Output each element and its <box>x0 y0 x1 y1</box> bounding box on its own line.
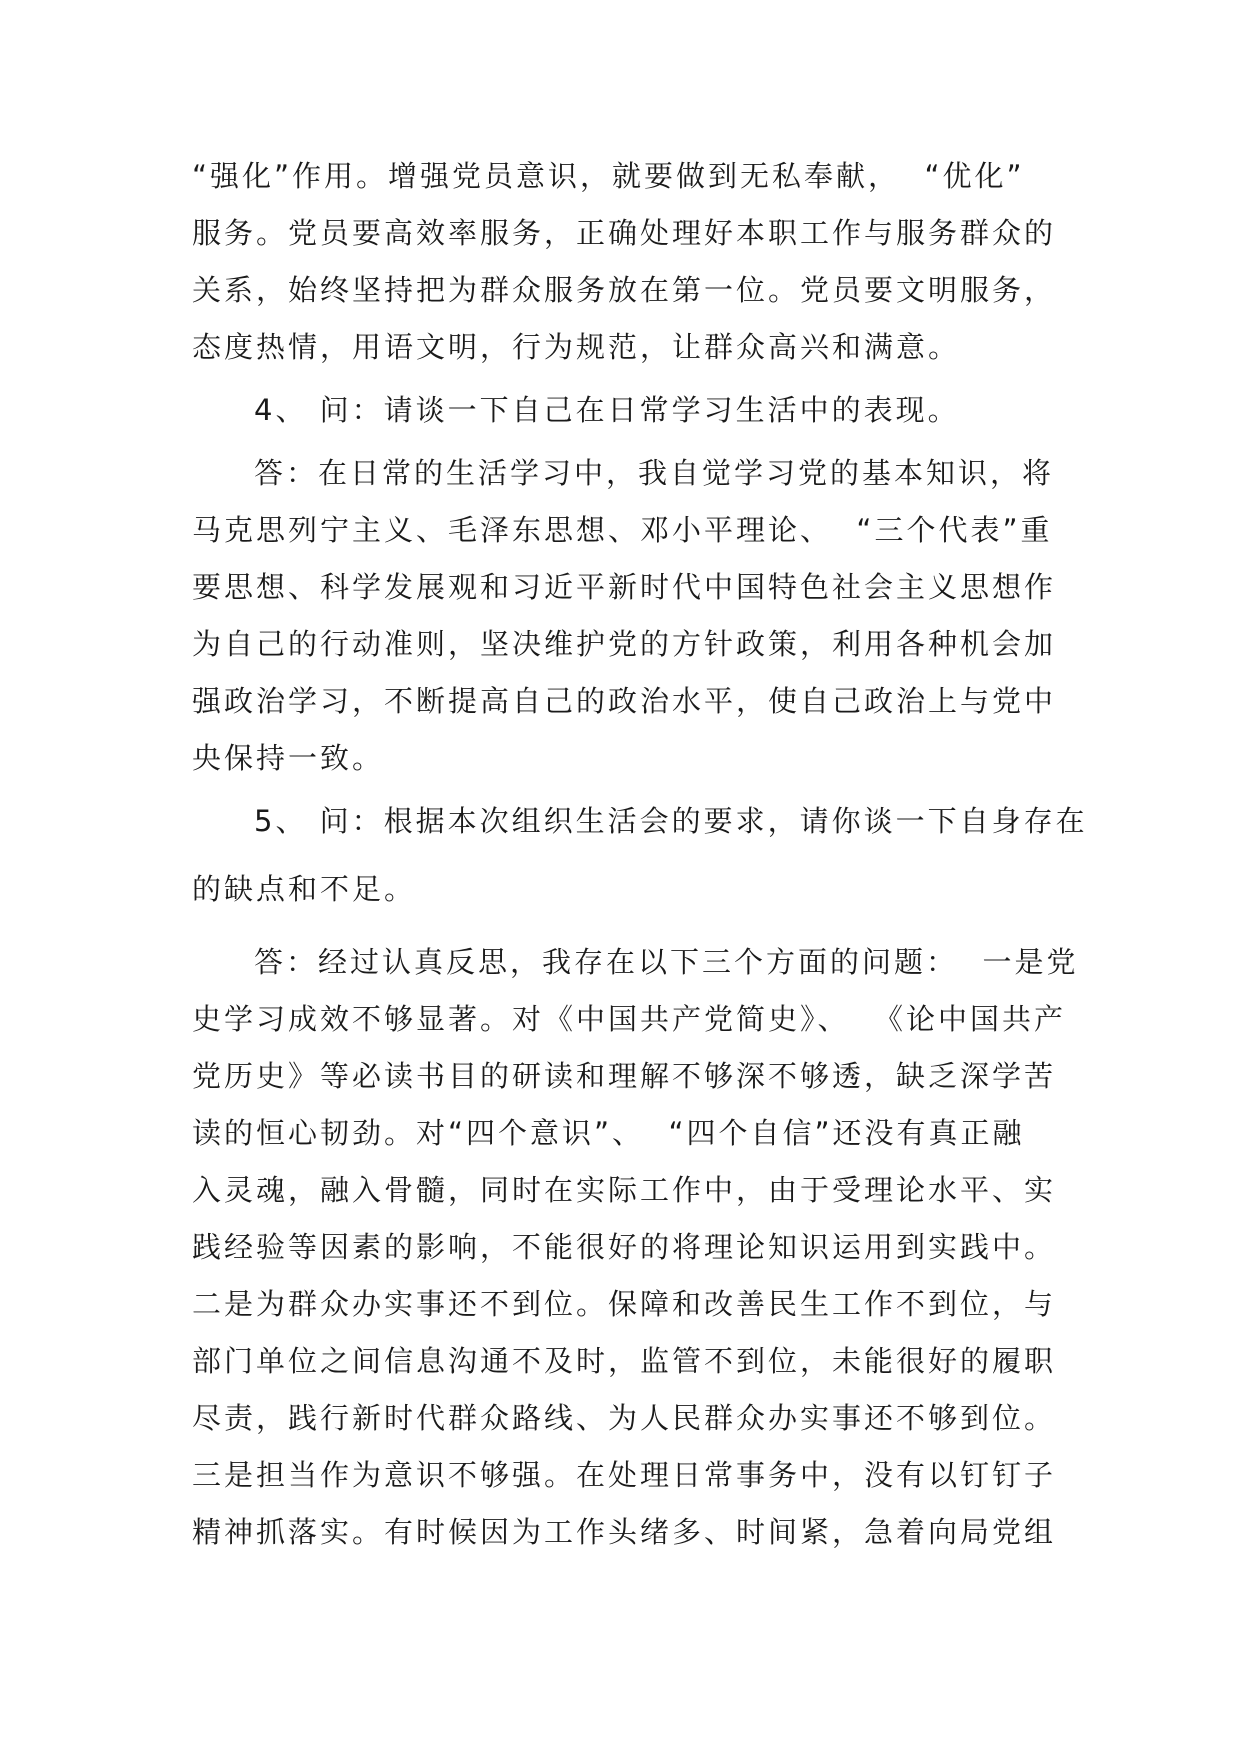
text-line: 入灵魂，融入骨髓，同时在实际工作中，由于受理论水平、实 <box>192 1173 1057 1207</box>
text-line: 服务。党员要高效率服务，正确处理好本职工作与服务群众的 <box>192 216 1057 250</box>
text-line: 强政治学习，不断提高自己的政治水平，使自己政治上与党中 <box>192 684 1057 718</box>
text-line: 二是为群众办实事还不到位。保障和改善民生工作不到位，与 <box>192 1287 1057 1321</box>
text-line: 读的恒心韧劲。对“四个意识”、 “四个自信”还没有真正融 <box>192 1116 1025 1150</box>
text-line: 三是担当作为意识不够强。在处理日常事务中，没有以钉钉子 <box>192 1458 1057 1492</box>
text-line: 为自己的行动准则，坚决维护党的方针政策，利用各种机会加 <box>192 627 1057 661</box>
text-line: “强化”作用。增强党员意识，就要做到无私奉献， “优化” <box>192 159 1025 193</box>
text-line: 尽责，践行新时代群众路线、为人民群众办实事还不够到位。 <box>192 1401 1057 1435</box>
text-line: 精神抓落实。有时候因为工作头绪多、时间紧，急着向局党组 <box>192 1515 1057 1549</box>
document-body <box>192 148 1088 1561</box>
answer-5-start: 答：经过认真反思，我存在以下三个方面的问题： 一是党 <box>254 945 1079 979</box>
text-line: 史学习成效不够显著。对《中国共产党简史》、 《论中国共产 <box>192 1002 1066 1036</box>
answer-4-start: 答：在日常的生活学习中，我自觉学习党的基本知识，将 <box>254 456 1055 490</box>
text-line: 践经验等因素的影响，不能很好的将理论知识运用到实践中。 <box>192 1230 1057 1264</box>
text-line: 马克思列宁主义、毛泽东思想、邓小平理论、 “三个代表”重 <box>192 513 1053 547</box>
text-line: 关系，始终坚持把为群众服务放在第一位。党员要文明服务， <box>192 273 1057 307</box>
text-line: 态度热情，用语文明，行为规范，让群众高兴和满意。 <box>192 330 961 364</box>
text-line: 央保持一致。 <box>192 741 385 775</box>
text-line: 党历史》等必读书目的研读和理解不够深不够透，缺乏深学苦 <box>192 1059 1057 1093</box>
question-5: 5、 问：根据本次组织生活会的要求，请你谈一下自身存在 <box>254 804 1088 838</box>
text-line: 部门单位之间信息沟通不及时，监管不到位，未能很好的履职 <box>192 1344 1057 1378</box>
question-4: 4、 问：请谈一下自己在日常学习生活中的表现。 <box>254 393 960 427</box>
text-line: 的缺点和不足。 <box>192 872 417 906</box>
text-line: 要思想、科学发展观和习近平新时代中国特色社会主义思想作 <box>192 570 1057 604</box>
